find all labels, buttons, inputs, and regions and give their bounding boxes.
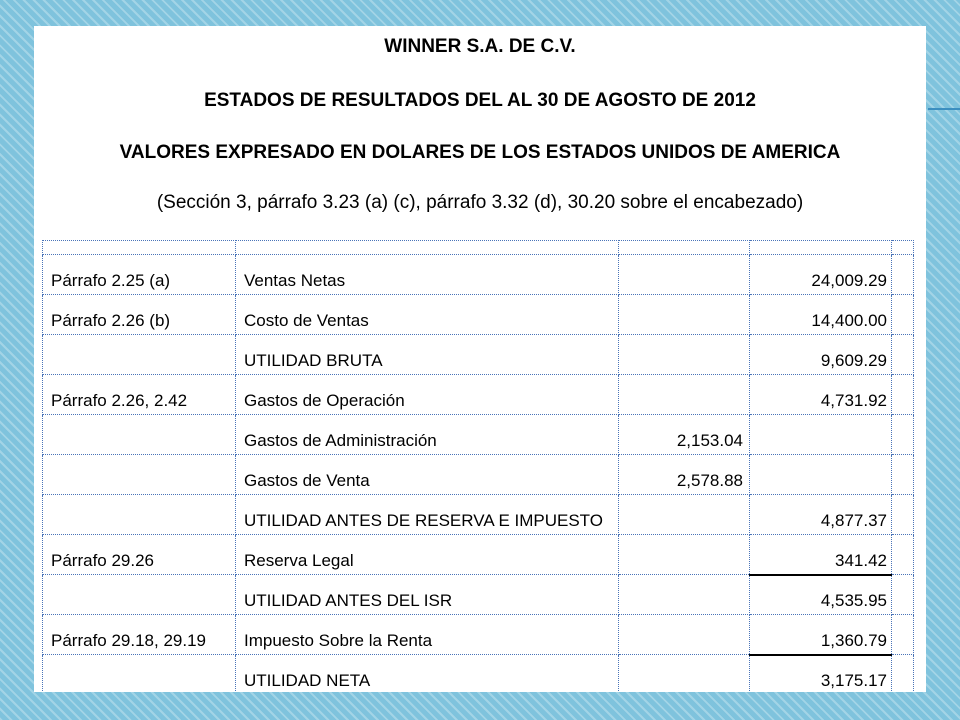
- concept-cell: Ventas Netas: [236, 255, 619, 295]
- concept-cell: Gastos de Administración: [236, 415, 619, 455]
- table-row-utilidad-neta: [43, 655, 914, 693]
- slide-accent-line: [928, 108, 960, 110]
- concept-cell: Costo de Ventas: [236, 295, 619, 335]
- statement-title: ESTADOS DE RESULTADOS DEL AL 30 DE AGOSTO DE 2012: [204, 90, 756, 111]
- total-cell: 4,535.95: [750, 575, 892, 615]
- paragraph-cell: Párrafo 2.26 (b): [43, 295, 236, 335]
- table-row-costo-ventas: [43, 295, 914, 335]
- partial-cell: [619, 375, 750, 415]
- table-row-reserva-legal: [43, 535, 914, 575]
- table-row-utilidad-antes-isr: [43, 575, 914, 615]
- income-statement-table: [42, 240, 914, 692]
- partial-cell: 2,578.88: [619, 455, 750, 495]
- concept-cell: UTILIDAD ANTES DEL ISR: [236, 575, 619, 615]
- total-cell: 341.42: [750, 535, 892, 575]
- partial-cell: [619, 575, 750, 615]
- concept-cell: UTILIDAD ANTES DE RESERVA E IMPUESTO: [236, 495, 619, 535]
- table-row-impuesto-renta: [43, 615, 914, 655]
- total-cell: 3,175.17: [750, 655, 892, 693]
- total-cell: 4,731.92: [750, 375, 892, 415]
- partial-cell: [619, 295, 750, 335]
- total-cell: [750, 415, 892, 455]
- paragraph-cell: Párrafo 29.18, 29.19: [43, 615, 236, 655]
- total-cell: 9,609.29: [750, 335, 892, 375]
- total-cell: 14,400.00: [750, 295, 892, 335]
- partial-cell: [619, 495, 750, 535]
- partial-cell: [619, 615, 750, 655]
- table-row-utilidad-bruta: [43, 335, 914, 375]
- concept-cell: Gastos de Venta: [236, 455, 619, 495]
- paragraph-cell: [43, 575, 236, 615]
- paragraph-cell: [43, 415, 236, 455]
- total-cell: 4,877.37: [750, 495, 892, 535]
- paragraph-cell: Párrafo 29.26: [43, 535, 236, 575]
- table-row-gastos-administracion: [43, 415, 914, 455]
- partial-cell: 2,153.04: [619, 415, 750, 455]
- total-cell: [750, 455, 892, 495]
- concept-cell: UTILIDAD NETA: [236, 655, 619, 693]
- table-row-ventas-netas: [43, 255, 914, 295]
- total-cell: 1,360.79: [750, 615, 892, 655]
- paragraph-cell: [43, 455, 236, 495]
- concept-cell: UTILIDAD BRUTA: [236, 335, 619, 375]
- table-row-gastos-operacion: [43, 375, 914, 415]
- currency-note: VALORES EXPRESADO EN DOLARES DE LOS ESTADOS UNIDOS DE AMERICA: [119, 142, 841, 163]
- table-row-utilidad-antes-reserva: [43, 495, 914, 535]
- concept-cell: Gastos de Operación: [236, 375, 619, 415]
- partial-cell: [619, 535, 750, 575]
- reference-note: (Sección 3, párrafo 3.23 (a) (c), párrafo 3.32 (d), 30.20 sobre el encabezado): [156, 192, 804, 213]
- partial-cell: [619, 255, 750, 295]
- paragraph-cell: [43, 335, 236, 375]
- total-cell: 24,009.29: [750, 255, 892, 295]
- table-row-gastos-venta: [43, 455, 914, 495]
- concept-cell: Reserva Legal: [236, 535, 619, 575]
- paragraph-cell: Párrafo 2.26, 2.42: [43, 375, 236, 415]
- income-statement-sheet: [34, 26, 926, 692]
- paragraph-cell: [43, 655, 236, 693]
- paragraph-cell: [43, 495, 236, 535]
- partial-cell: [619, 335, 750, 375]
- concept-cell: Impuesto Sobre la Renta: [236, 615, 619, 655]
- paragraph-cell: Párrafo 2.25 (a): [43, 255, 236, 295]
- company-name: WINNER S.A. DE C.V.: [384, 36, 576, 57]
- partial-cell: [619, 655, 750, 693]
- table-spacer-row: [43, 241, 914, 255]
